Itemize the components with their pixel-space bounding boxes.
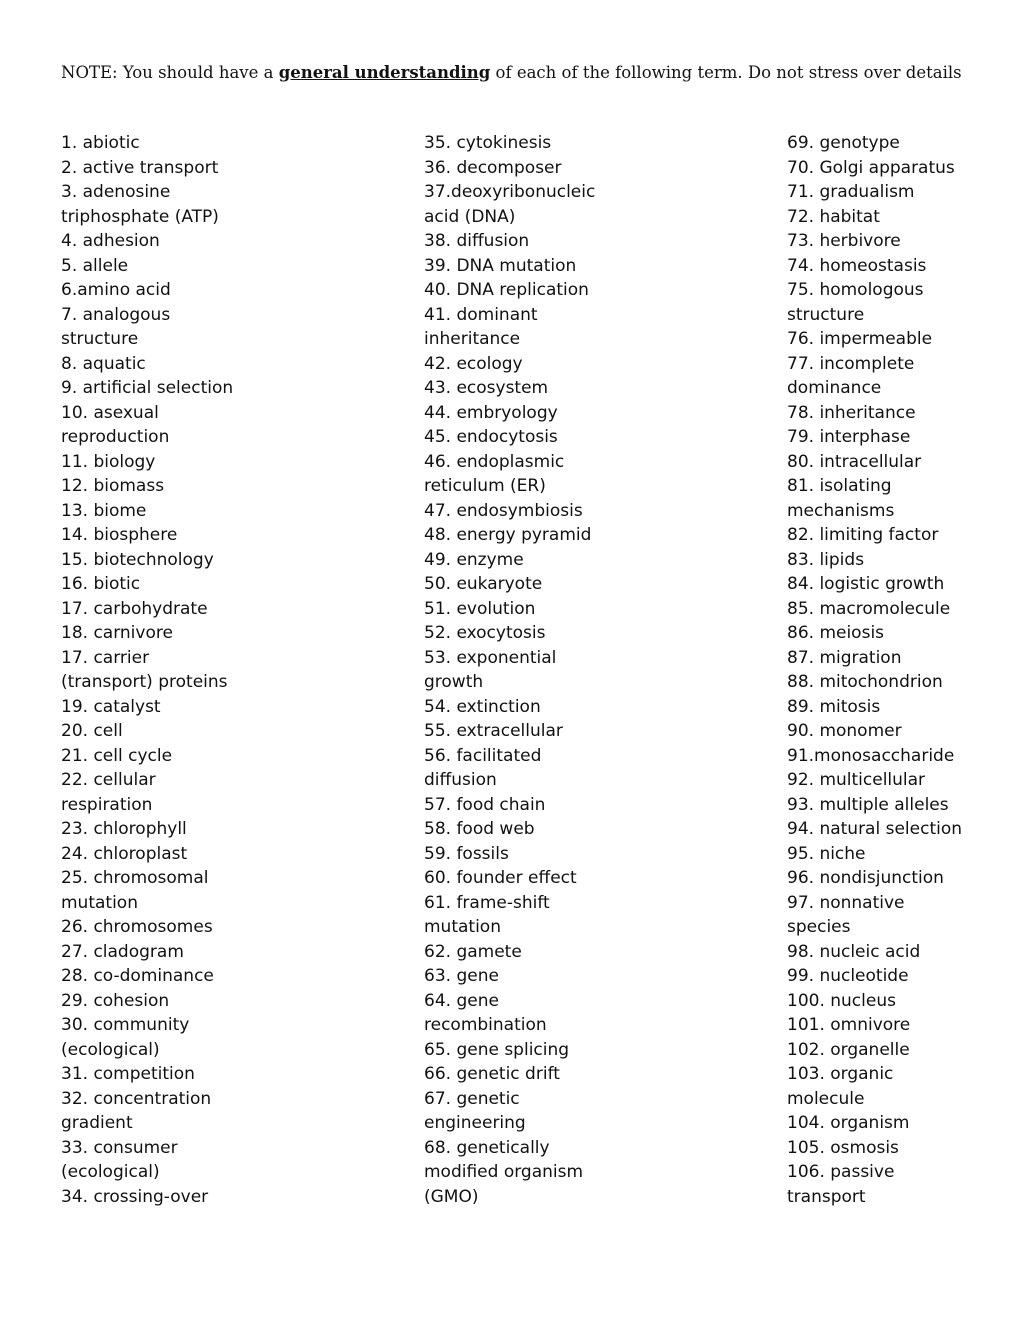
term-line: 97. nonnative	[787, 892, 905, 913]
term-line: (transport) proteins	[61, 672, 228, 692]
term-line: 29. cohesion	[61, 990, 170, 1011]
term-line: 63. gene	[424, 966, 499, 986]
term-line: 31. competition	[61, 1064, 195, 1084]
term-line: 33. consumer	[61, 1137, 178, 1158]
term-line: 54. extinction	[424, 696, 541, 717]
term-line: 20. cell	[61, 721, 123, 741]
term-line: modified organism	[424, 1162, 584, 1182]
term-line: recombination	[424, 1015, 547, 1035]
term-line: diffusion	[424, 770, 497, 790]
note-emphasis: general understanding	[278, 63, 491, 82]
term-line: 93. multiple alleles	[787, 794, 949, 815]
term-column-2	[424, 131, 764, 1209]
term-line: (ecological)	[61, 1162, 160, 1182]
term-line: 16. biotic	[61, 574, 141, 594]
term-line: 30. community	[61, 1015, 190, 1035]
term-line: 75. homologous	[787, 280, 924, 300]
term-line: transport	[787, 1186, 866, 1207]
term-line: dominance	[787, 378, 882, 398]
term-line: 17. carbohydrate	[61, 598, 208, 619]
term-line: 70. Golgi apparatus	[787, 157, 955, 178]
term-line: 52. exocytosis	[424, 623, 546, 643]
term-line: 82. limiting factor	[787, 525, 939, 545]
term-line: 66. genetic drift	[424, 1064, 560, 1084]
term-line: 62. gamete	[424, 941, 522, 962]
term-line: 46. endoplasmic	[424, 451, 565, 472]
term-line: 23. chlorophyll	[61, 819, 187, 839]
term-line: 69. genotype	[787, 133, 900, 153]
term-line: 99. nucleotide	[787, 966, 909, 986]
term-line: 26. chromosomes	[61, 917, 213, 937]
term-line: 14. biosphere	[61, 525, 178, 545]
term-line: 45. endocytosis	[424, 427, 558, 447]
term-line: 6.amino acid	[61, 280, 171, 300]
term-line: 78. inheritance	[787, 402, 916, 423]
term-line: respiration	[61, 794, 153, 815]
term-line: 5. allele	[61, 255, 129, 276]
term-line: 38. diffusion	[424, 231, 530, 251]
term-line: 40. DNA replication	[424, 280, 589, 300]
term-line: 92. multicellular	[787, 770, 926, 790]
term-line: 101. omnivore	[787, 1015, 911, 1035]
term-column-3	[787, 131, 1007, 1209]
term-line: 65. gene splicing	[424, 1039, 570, 1060]
term-line: (GMO)	[424, 1186, 479, 1207]
term-line: 35. cytokinesis	[424, 133, 552, 153]
term-line: 91.monosaccharide	[787, 745, 955, 766]
term-line: 87. migration	[787, 647, 902, 668]
term-line: 58. food web	[424, 819, 535, 839]
term-line: 51. evolution	[424, 598, 536, 619]
term-line: 50. eukaryote	[424, 574, 543, 594]
term-line: growth	[424, 672, 484, 692]
term-line: 24. chloroplast	[61, 843, 188, 864]
term-line: triphosphate (ATP)	[61, 206, 219, 227]
term-line: 100. nucleus	[787, 990, 896, 1011]
term-line: reticulum (ER)	[424, 476, 546, 496]
term-line: mutation	[61, 892, 138, 913]
term-line: 106. passive	[787, 1162, 895, 1182]
term-line: 44. embryology	[424, 402, 558, 423]
term-line: 80. intracellular	[787, 451, 922, 472]
term-line: 36. decomposer	[424, 157, 562, 178]
term-line: (ecological)	[61, 1039, 160, 1060]
term-line: 59. fossils	[424, 843, 509, 864]
term-line: 48. energy pyramid	[424, 525, 592, 545]
term-line: 2. active transport	[61, 157, 219, 178]
term-line: 95. niche	[787, 843, 866, 864]
term-line: 15. biotechnology	[61, 549, 214, 570]
term-line: 76. impermeable	[787, 329, 933, 349]
term-line: 39. DNA mutation	[424, 255, 577, 276]
term-line: 10. asexual	[61, 402, 159, 423]
term-line: gradient	[61, 1113, 133, 1133]
term-line: 77. incomplete	[787, 353, 915, 374]
term-line: 42. ecology	[424, 353, 523, 374]
term-line: 12. biomass	[61, 476, 165, 496]
term-line: 25. chromosomal	[61, 868, 209, 888]
term-line: 104. organism	[787, 1113, 910, 1133]
term-line: 4. adhesion	[61, 231, 160, 251]
term-line: 67. genetic	[424, 1088, 520, 1109]
term-line: 103. organic	[787, 1064, 894, 1084]
term-line: structure	[787, 304, 865, 325]
term-line: 89. mitosis	[787, 696, 881, 717]
term-line: 11. biology	[61, 451, 156, 472]
term-line: 47. endosymbiosis	[424, 500, 583, 521]
term-line: 86. meiosis	[787, 623, 885, 643]
term-line: inheritance	[424, 329, 521, 349]
term-column-1	[61, 131, 401, 1209]
term-line: 68. genetically	[424, 1137, 550, 1158]
term-line: 49. enzyme	[424, 549, 524, 570]
term-line: mutation	[424, 917, 501, 937]
term-line: 90. monomer	[787, 721, 902, 741]
term-line: 34. crossing-over	[61, 1186, 209, 1207]
note-suffix: of each of the following term. Do not stress over details	[490, 63, 962, 82]
term-line: engineering	[424, 1113, 526, 1133]
term-line: reproduction	[61, 427, 170, 447]
term-line: 85. macromolecule	[787, 598, 951, 619]
term-line: 94. natural selection	[787, 819, 963, 839]
term-line: 102. organelle	[787, 1039, 910, 1060]
term-line: 96. nondisjunction	[787, 868, 944, 888]
term-line: 1. abiotic	[61, 133, 140, 153]
term-line: 61. frame-shift	[424, 892, 550, 913]
term-line: 27. cladogram	[61, 941, 184, 962]
term-line: 43. ecosystem	[424, 378, 549, 398]
term-line: 7. analogous	[61, 304, 171, 325]
term-line: 55. extracellular	[424, 721, 563, 741]
term-line: 28. co-dominance	[61, 966, 214, 986]
term-line: 73. herbivore	[787, 231, 901, 251]
term-line: 81. isolating	[787, 476, 892, 496]
term-line: 41. dominant	[424, 304, 538, 325]
term-line: 72. habitat	[787, 206, 880, 227]
term-line: 74. homeostasis	[787, 255, 927, 276]
term-line: mechanisms	[787, 500, 895, 521]
term-line: 21. cell cycle	[61, 745, 173, 766]
term-line: 71. gradualism	[787, 182, 915, 202]
term-line: molecule	[787, 1088, 865, 1109]
term-line: 9. artificial selection	[61, 378, 234, 398]
term-line: 3. adenosine	[61, 182, 171, 202]
term-line: structure	[61, 329, 139, 349]
term-line: 60. founder effect	[424, 868, 577, 888]
term-line: 56. facilitated	[424, 745, 542, 766]
term-line: 64. gene	[424, 990, 499, 1011]
term-line: 32. concentration	[61, 1088, 212, 1109]
term-line: 57. food chain	[424, 794, 546, 815]
term-line: 79. interphase	[787, 427, 911, 447]
term-line: 18. carnivore	[61, 623, 173, 643]
term-line: 37.deoxyribonucleic	[424, 182, 596, 202]
term-line: 19. catalyst	[61, 696, 161, 717]
term-line: 84. logistic growth	[787, 574, 945, 594]
term-line: 53. exponential	[424, 647, 557, 668]
term-line: species	[787, 917, 851, 937]
term-line: 8. aquatic	[61, 353, 146, 374]
note-heading	[61, 60, 1001, 86]
term-line: 22. cellular	[61, 770, 156, 790]
term-line: 88. mitochondrion	[787, 672, 943, 692]
term-line: 17. carrier	[61, 647, 150, 668]
term-line: 105. osmosis	[787, 1137, 899, 1158]
term-line: 13. biome	[61, 500, 147, 521]
term-line: 83. lipids	[787, 549, 865, 570]
term-line: acid (DNA)	[424, 206, 516, 227]
term-line: 98. nucleic acid	[787, 941, 921, 962]
note-prefix: NOTE: You should have a	[61, 63, 279, 82]
